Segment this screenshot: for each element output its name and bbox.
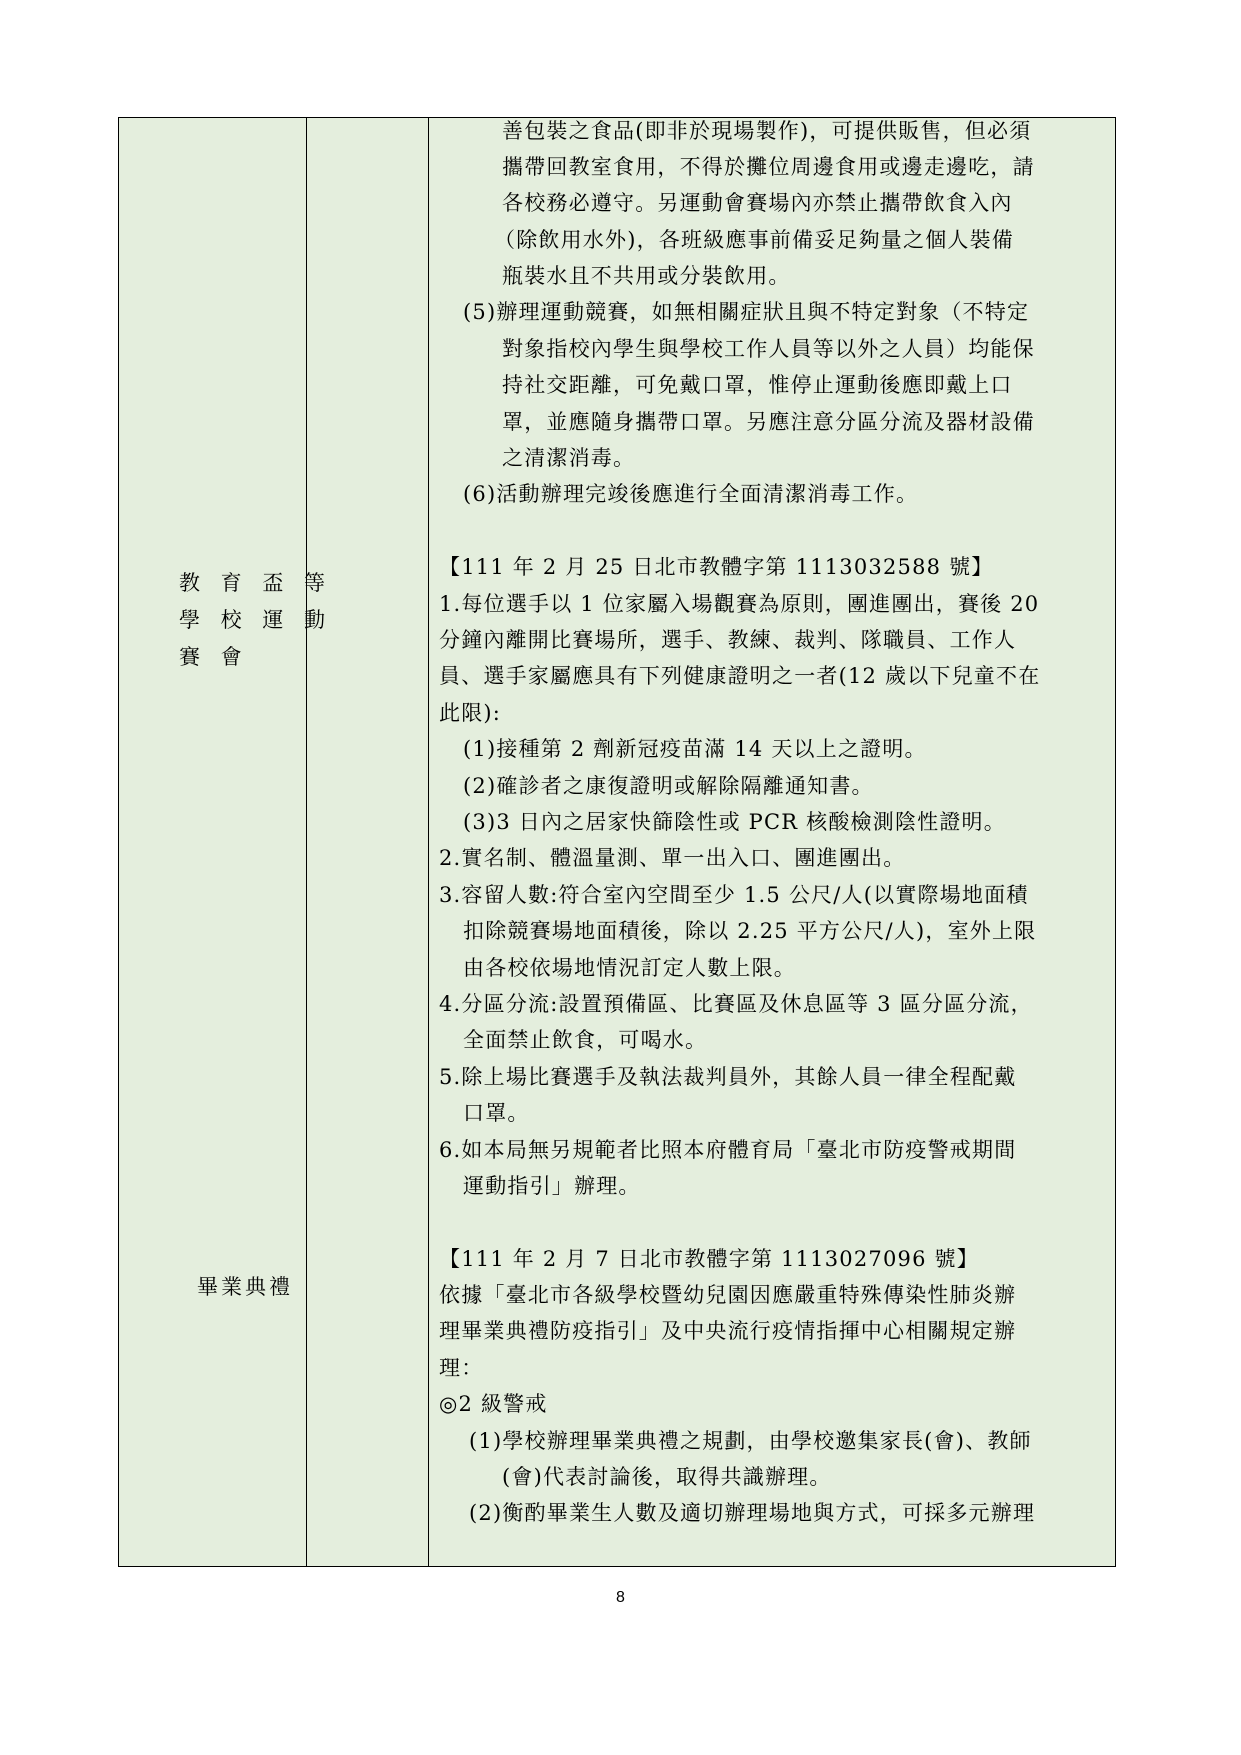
text-line: (會)代表討論後，取得共識辦理。 (502, 1465, 832, 1489)
text-line: (6)活動辦理完竣後應進行全面清潔消毒工作。 (463, 482, 919, 506)
text-line: 依據「臺北市各級學校暨幼兒園因應嚴重特殊傳染性肺炎辦 (439, 1283, 1017, 1307)
text-line: (2)衡酌畢業生人數及適切辦理場地與方式，可採多元辦理 (469, 1501, 1036, 1525)
text-line: 5.除上場比賽選手及執法裁判員外，其餘人員一律全程配戴 (439, 1065, 1017, 1089)
text-line: 對象指校內學生與學校工作人員等以外之人員）均能保 (502, 337, 1035, 361)
text-line: 扣除競賽場地面積後，除以 2.25 平方公尺/人)，室外上限 (463, 919, 1037, 943)
text-line: (1)接種第 2 劑新冠疫苗滿 14 天以上之證明。 (463, 737, 927, 761)
category-line: 畢業典禮 (197, 1275, 293, 1299)
text-line: 之清潔消毒。 (502, 446, 636, 470)
text-line: 【111 年 2 月 7 日北市教體字第 1113027096 號】 (439, 1247, 979, 1271)
text-line: 持社交距離，可免戴口罩，惟停止運動後應即戴上口 (502, 373, 1013, 397)
text-line: 瓶裝水且不共用或分裝飲用。 (502, 264, 791, 288)
text-line: 4.分區分流:設置預備區、比賽區及休息區等 3 區分區分流， (439, 992, 1033, 1016)
text-line: 此限): (439, 701, 502, 725)
text-line: 理： (439, 1356, 484, 1380)
text-line: 2.實名制、體溫量測、單一出入口、團進團出。 (439, 846, 906, 870)
text-line: (5)辦理運動競賽，如無相關症狀且與不特定對象（不特定 (463, 300, 1030, 324)
text-line: 【111 年 2 月 25 日北市教體字第 1113032588 號】 (439, 555, 994, 579)
page-number: 8 (616, 1589, 625, 1606)
text-line: (2)確診者之康復證明或解除隔離通知書。 (463, 774, 874, 798)
text-line: 6.如本局無另規範者比照本府體育局「臺北市防疫警戒期間 (439, 1138, 1017, 1162)
text-line: 罩，並應隨身攜帶口罩。另應注意分區分流及器材設備 (502, 410, 1035, 434)
text-line: 各校務必遵守。另運動會賽場內亦禁止攜帶飲食入內 (502, 191, 1013, 215)
text-line: (3)3 日內之居家快篩陰性或 PCR 核酸檢測陰性證明。 (463, 810, 1006, 834)
text-line: 分鐘內離開比賽場所，選手、教練、裁判、隊職員、工作人 (439, 628, 1017, 652)
text-line: 1.每位選手以 1 位家屬入場觀賽為原則，團進團出，賽後 20 (439, 592, 1040, 616)
text-line: 攜帶回教室食用，不得於攤位周邊食用或邊走邊吃，請 (502, 155, 1035, 179)
column-divider-1 (306, 118, 307, 1566)
category-line: 賽 會 (179, 645, 249, 669)
text-line: 3.容留人數:符合室內空間至少 1.5 公尺/人(以實際場地面積 (439, 883, 1029, 907)
content-table (118, 117, 1116, 1567)
category-line: 學 校 運 動 (179, 608, 333, 632)
text-line: 由各校依場地情況訂定人數上限。 (463, 956, 796, 980)
category-graduation (197, 1269, 293, 1306)
text-line: 善包裝之食品(即非於現場製作)，可提供販售，但必須 (502, 119, 1032, 143)
text-line: 口罩。 (463, 1101, 530, 1125)
text-line: 員、選手家屬應具有下列健康證明之一者(12 歲以下兒童不在 (439, 664, 1041, 688)
text-line: 運動指引」辦理。 (463, 1174, 641, 1198)
text-line: (1)學校辦理畢業典禮之規劃，由學校邀集家長(會)、教師 (469, 1429, 1032, 1453)
text-line: 理畢業典禮防疫指引」及中央流行疫情指揮中心相關規定辦 (439, 1319, 1017, 1343)
column-divider-2 (428, 118, 429, 1566)
category-line: 教 育 盃 等 (179, 571, 333, 595)
text-line: （除飲用水外)，各班級應事前備妥足夠量之個人裝備 (494, 228, 1014, 252)
text-line: 全面禁止飲食，可喝水。 (463, 1028, 708, 1052)
text-line: ◎2 級警戒 (439, 1392, 548, 1416)
category-sports-events (179, 565, 332, 676)
